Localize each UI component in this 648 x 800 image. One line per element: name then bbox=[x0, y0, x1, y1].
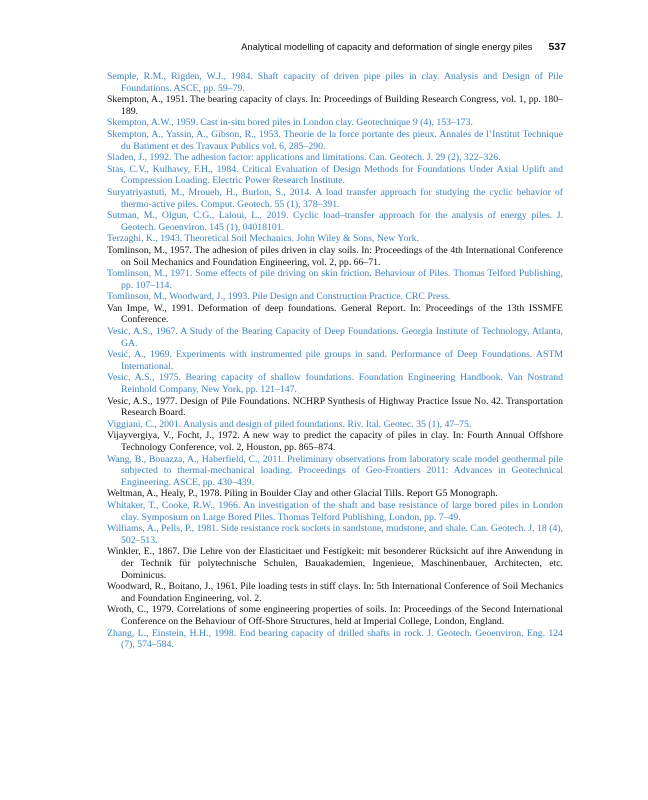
reference-entry: Weltman, A., Healy, P., 1978. Piling in Boulder Clay and other Glacial Tills. Report G5 Monograph. bbox=[107, 488, 498, 500]
reference-entry[interactable]: Sladen, J., 1992. The adhesion factor: applications and limitations. Can. Geotech. J. 29 (2), 322–326. bbox=[107, 152, 501, 164]
reference-entry: Tomlinson, M., 1957. The adhesion of piles driven in clay soils. In: Proceedings of the 4th International Conference on Soil Mechanics and Foundation Engineering, vol. 2, pp. 66–71. bbox=[107, 244, 563, 268]
reference-entry: Vesic, A.S., 1977. Design of Pile Foundations. NCHRP Synthesis of Highway Practice Issue No. 42. Transportation Research Board. bbox=[107, 395, 563, 419]
reference-entry[interactable]: Vesic, A.S., 1967. A Study of the Bearing Capacity of Deep Foundations. Georgia Institute of Technology, Atlanta, GA. bbox=[107, 326, 563, 349]
reference-entry[interactable]: Sutman, M., Olgun, C.G., Laloui, L., 2019. Cyclic load–transfer approach for the analysis of energy piles. J. Geotech. Geoenviron. 145 (1), 04018101. bbox=[107, 210, 563, 233]
page-number: 537 bbox=[548, 41, 566, 53]
reference-entry[interactable]: Williams, A., Pells, P., 1981. Side resistance rock sockets in sandstone, mudstone, and shale. Can. Geotech. J. 18 (4), 502–513. bbox=[107, 523, 563, 546]
reference-entry: Vijayvergiya, V., Focht, J., 1972. A new way to predict the capacity of piles in clay. In: Fourth Annual Offshore Technology Conference, vol. 2, Houston, pp. 865–874. bbox=[107, 430, 563, 453]
reference-entry[interactable]: Vesić, A., 1969. Experiments with instrumented pile groups in sand. Performance of Deep Foundations. ASTM International. bbox=[107, 349, 563, 372]
reference-entry[interactable]: Zhang, L., Einstein, H.H., 1998. End bearing capacity of drilled shafts in rock. J. Geotech. Geoenviron. Eng. 124 (7), 574–584. bbox=[107, 627, 563, 651]
reference-entry[interactable]: Viggiani, C., 2001. Analysis and design of piled foundations. Riv. Ital. Geotec. 35 (1), 47–75. bbox=[107, 418, 472, 430]
reference-list bbox=[107, 71, 563, 651]
reference-entry[interactable]: Skempton, A.W., 1959. Cast in-situ bored piles in London clay. Geotechnique 9 (4), 153–173. bbox=[107, 117, 473, 129]
reference-entry: Wroth, C., 1979. Correlations of some engineering properties of soils. In: Proceedings of the Second International Conference on the Behaviour of Off-Shore Structures, held at Imperial College, London, England. bbox=[107, 604, 563, 627]
reference-entry[interactable]: Tomlinson, M., 1971. Some effects of pile driving on skin friction. Behaviour of Piles. Thomas Telford Publishing, pp. 107–114. bbox=[107, 268, 563, 291]
reference-entry[interactable]: Stas, C.V., Kulhawy, F.H., 1984. Critical Evaluation of Design Methods for Foundations Under Axial Uplift and Compression Loading. Electric Power Research Institute. bbox=[107, 163, 563, 187]
reference-entry[interactable]: Skempton, A., Yassin, A., Gibson, R., 1953. Theorie de la force portante des pieux. Annales de l’Institut Technique du Batiment et des Travaux Publics vol. 6, 285–290. bbox=[107, 128, 563, 152]
reference-entry: Winkler, E., 1867. Die Lehre von der Elasticitaet und Festigkeit: mit besonderer Rücksicht auf ihre Anwendung in der Technik für polytechnische Schulen, Bauakademien, Ingenieue, Maschinenbauer, Architecten, etc. Dominicus. bbox=[107, 546, 563, 581]
reference-entry: Skempton, A., 1951. The bearing capacity of clays. In: Proceedings of Building Research Congress, vol. 1, pp. 180–189. bbox=[107, 94, 563, 117]
reference-entry[interactable]: Tomlinson, M., Woodward, J., 1993. Pile Design and Construction Practice. CRC Press. bbox=[107, 291, 451, 303]
running-header bbox=[241, 41, 566, 53]
reference-entry[interactable]: Semple, R.M., Rigden, W.J., 1984. Shaft capacity of driven pipe piles in clay. Analysis and Design of Pile Foundations. ASCE, pp. 59–79. bbox=[107, 71, 563, 94]
reference-entry[interactable]: Suryatriyastuti, M., Mroueh, H., Burlon, S., 2014. A load transfer approach for studying the cyclic behavior of thermo-active piles. Comput. Geotech. 55 (1), 378–391. bbox=[107, 186, 563, 210]
reference-entry[interactable]: Wang, B., Bouazza, A., Haberfield, C., 2011. Preliminary observations from laboratory scale model geothermal pile subjected to thermal-mechanical loading. Proceedings of Geo-Frontiers 2011: Advances in Geotechnical Engineering. ASCE, pp. 430–439. bbox=[107, 453, 563, 488]
running-title: Analytical modelling of capacity and deformation of single energy piles bbox=[241, 41, 533, 52]
reference-entry: Van Impe, W., 1991. Deformation of deep foundations. General Report. In: Proceedings of the 13th ISSMFE Conference. bbox=[107, 302, 563, 326]
reference-entry[interactable]: Whitaker, T., Cooke, R.W., 1966. An investigation of the shaft and base resistance of large bored piles in London clay. Symposium on Large Bored Piles. Thomas Telford Publishing, London, pp. 7–49. bbox=[107, 499, 563, 523]
reference-entry[interactable]: Terzaghi, K., 1943. Theoretical Soil Mechanics. John Wiley & Sons, New York. bbox=[107, 233, 419, 245]
reference-entry[interactable]: Vesic, A.S., 1975. Bearing capacity of shallow foundations. Foundation Engineering Handbook. Van Nostrand Reinhold Company, New York, pp. 121–147. bbox=[107, 372, 563, 396]
reference-entry: Woodward, R., Boitano, J., 1961. Pile loading tests in stiff clays. In: 5th International Conference of Soil Mechanics and Foundation Engineering, vol. 2. bbox=[107, 581, 563, 604]
